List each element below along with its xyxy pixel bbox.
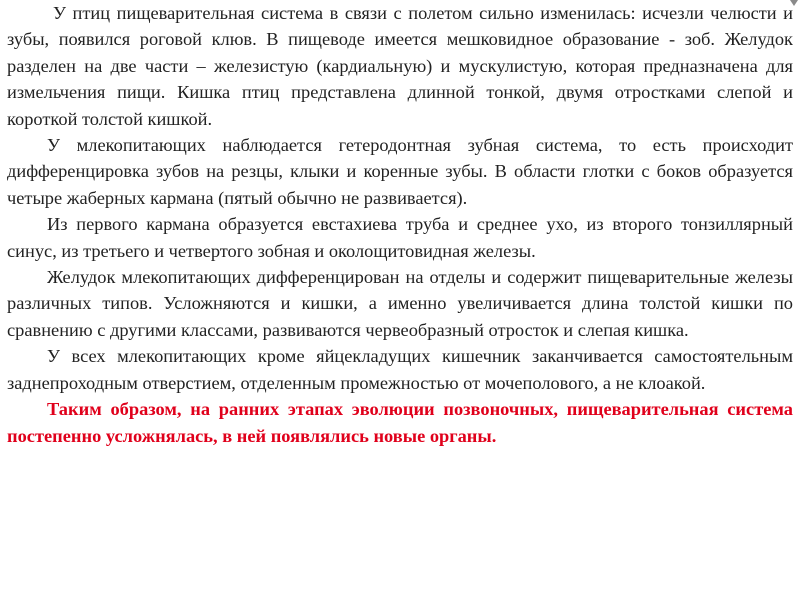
paragraph-mammals-stomach: Желудок млекопитающих дифференцирован на отделы и содержит пищеварительные железы различных типов. Усложняются и кишки, а именно увеличивается длина толстой кишки по сравнению с другими классами, развиваются червеобразный отросток и слепая кишка. — [7, 267, 793, 340]
paragraph-mammals-teeth: У млекопитающих наблюдается гетеродонтная зубная система, то есть происходит дифференцировка зубов на резцы, клыки и коренные зубы. В области глотки с боков образуется четыре жаберных кармана (пятый обычно не развивается). — [7, 135, 793, 208]
paragraph-conclusion: Таким образом, на ранних этапах эволюции позвоночных, пищеварительная система постепенно усложнялась, в ней появлялись новые органы. — [7, 399, 793, 446]
paragraph-gill-pockets: Из первого кармана образуется евстахиева труба и среднее ухо, из второго тонзиллярный синус, из третьего и четвертого зобная и околощитовидная железы. — [7, 214, 793, 261]
triangle-down-icon — [790, 0, 798, 6]
paragraph-mammals-intestine: У всех млекопитающих кроме яйцекладущих кишечник заканчивается самостоятельным заднепроходным отверстием, отделенным промежностью от мочеполового, а не клоакой. — [7, 346, 793, 393]
paragraph-birds-digestion: У птиц пищеварительная система в связи с полетом сильно изменилась: исчезли челюсти и зубы, появился роговой клюв. В пищеводе имеется мешковидное образование - зоб. Желудок разделен на две части – железистую (кардиальную) и мускулистую, которая предназначена для измельчения пищи. Кишка птиц представлена длинной тонкой, двумя отростками слепой и короткой толстой кишкой. — [7, 3, 793, 129]
slide-text — [7, 0, 793, 449]
